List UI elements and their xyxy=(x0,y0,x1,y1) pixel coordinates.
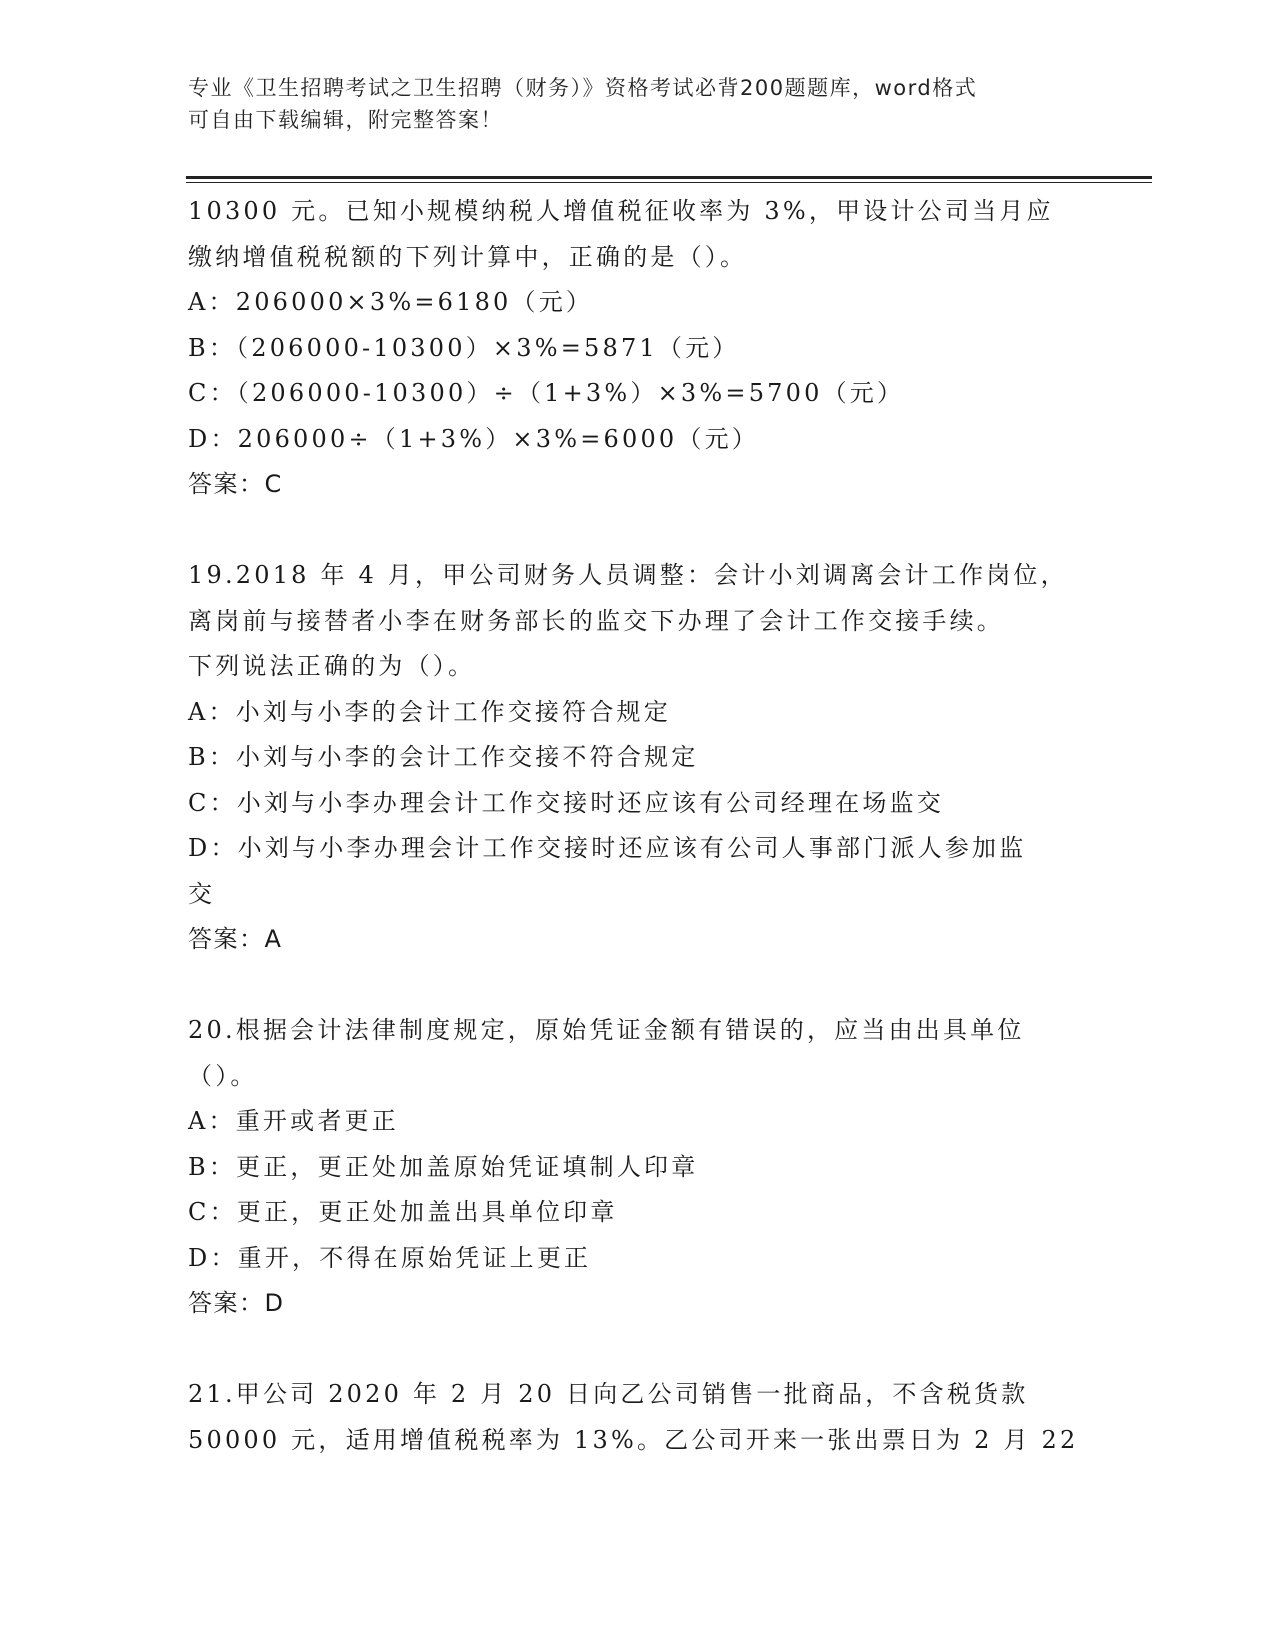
option-a: A：小刘与小李的会计工作交接符合规定 xyxy=(188,697,671,726)
option-c: C：更正，更正处加盖出具单位印章 xyxy=(188,1198,618,1226)
question-19 xyxy=(188,553,1068,963)
question-stem-line: 50000 元，适用增值税税率为 13%。乙公司开来一张出票日为 2 月 22 xyxy=(188,1425,1079,1454)
option-a: A：重开或者更正 xyxy=(188,1107,399,1135)
question-stem-line: 19.2018 年 4 月，甲公司财务人员调整：会计小刘调离会计工作岗位， xyxy=(188,561,1068,589)
header-rule-thick xyxy=(186,176,1152,179)
answer-line: 答案：A xyxy=(188,925,283,953)
question-spacer xyxy=(188,508,1068,554)
question-stem-line: 21.甲公司 2020 年 2 月 20 日向乙公司销售一批商品，不含税货款 xyxy=(188,1380,1029,1408)
option-a: A：206000×3%=6180（元） xyxy=(188,288,594,316)
option-b: B：更正，更正处加盖原始凭证填制人印章 xyxy=(188,1152,699,1181)
question-list xyxy=(188,189,1079,1463)
header-line-2: 可自由下载编辑，附完整答案！ xyxy=(188,108,503,132)
answer-line: 答案：C xyxy=(188,470,283,498)
question-stem-line: （）。 xyxy=(188,1061,258,1090)
header-line-1: 专业《卫生招聘考试之卫生招聘（财务）》资格考试必背200题题库，word格式 xyxy=(188,76,978,100)
option-d: D：206000÷（1+3%）×3%=6000（元） xyxy=(188,424,759,453)
header-rule-thin xyxy=(186,182,1152,183)
document-header xyxy=(188,72,1068,136)
option-d: D：重开，不得在原始凭证上更正 xyxy=(188,1243,592,1272)
question-18 xyxy=(188,189,1068,508)
question-stem-line: 10300 元。已知小规模纳税人增值税征收率为 3%，甲设计公司当月应 xyxy=(188,197,1054,225)
option-c: C：（206000-10300）÷（1+3%）×3%=5700（元） xyxy=(188,379,905,407)
option-d: D：小刘与小李办理会计工作交接时还应该有公司人事部门派人参加监 xyxy=(188,834,1027,862)
question-21 xyxy=(188,1372,1079,1463)
question-20 xyxy=(188,1008,1068,1327)
question-spacer xyxy=(188,1327,1068,1373)
option-d-continued: 交 xyxy=(188,879,216,908)
question-stem-line: 缴纳增值税税额的下列计算中，正确的是（）。 xyxy=(188,242,748,271)
option-b: B：（206000-10300）×3%=5871（元） xyxy=(188,333,740,362)
question-stem-line: 20.根据会计法律制度规定，原始凭证金额有错误的，应当由出具单位 xyxy=(188,1016,1025,1044)
question-stem-line: 下列说法正确的为（）。 xyxy=(188,652,476,680)
answer-line: 答案：D xyxy=(188,1289,285,1317)
question-spacer xyxy=(188,963,1068,1009)
question-stem-line: 离岗前与接替者小李在财务部长的监交下办理了会计工作交接手续。 xyxy=(188,606,1004,635)
option-c: C：小刘与小李办理会计工作交接时还应该有公司经理在场监交 xyxy=(188,788,944,817)
option-b: B：小刘与小李的会计工作交接不符合规定 xyxy=(188,743,699,771)
